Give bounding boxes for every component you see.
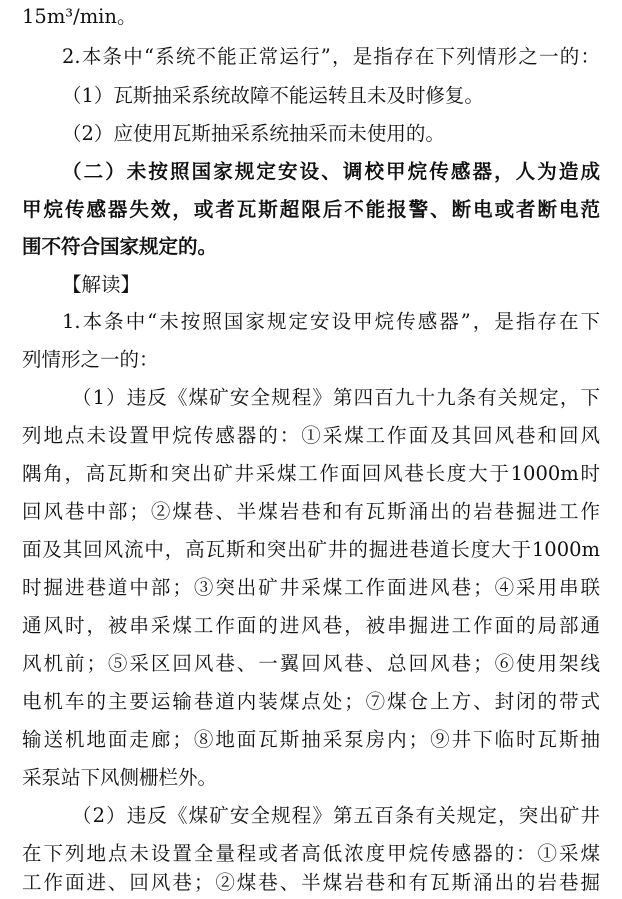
- text-line: （1）违反《煤矿安全规程》第四百九十九条有关规定，下: [72, 386, 600, 409]
- text-line: （2）应使用瓦斯抽采系统抽采而未使用的。: [62, 122, 445, 145]
- text-line: 15m³/min。: [22, 5, 137, 28]
- text-line: （1）瓦斯抽采系统故障不能运转且未及时修复。: [62, 84, 484, 107]
- text-line: 风机前；⑤采区回风巷、一翼回风巷、总回风巷；⑥使用架线: [22, 652, 600, 675]
- text-line: 采泵站下风侧栅栏外。: [22, 766, 218, 789]
- text-line: 电机车的主要运输巷道内装煤点处；⑦煤仓上方、封闭的带式: [22, 690, 600, 713]
- text-line: 回风巷中部；②煤巷、半煤岩巷和有瓦斯涌出的岩巷掘进工作: [22, 500, 600, 523]
- text-line: 工作面进、回风巷；②煤巷、半煤岩巷和有瓦斯涌出的岩巷掘: [22, 871, 600, 894]
- text-line: （2）违反《煤矿安全规程》第五百条有关规定，突出矿井: [72, 804, 600, 827]
- text-line: 输送机地面走廊；⑧地面瓦斯抽采泵房内；⑨井下临时瓦斯抽: [22, 728, 600, 751]
- text-line: 1.本条中“未按照国家规定安设甲烷传感器”，是指存在下: [62, 310, 600, 333]
- text-line: 面及其回风流中，高瓦斯和突出矿井的掘进巷道长度大于1000m: [22, 538, 600, 561]
- heading-line: 围不符合国家规定的。: [22, 235, 218, 258]
- heading-line: （二）未按照国家规定安设、调校甲烷传感器，人为造成: [62, 160, 600, 183]
- text-line: 列地点未设置甲烷传感器的：①采煤工作面及其回风巷和回风: [22, 424, 600, 447]
- text-line: 2.本条中“系统不能正常运行”，是指存在下列情形之一的：: [62, 45, 600, 68]
- text-line: 列情形之一的：: [22, 348, 159, 371]
- text-line: 时掘进巷道中部；③突出矿井采煤工作面进风巷；④采用串联: [22, 576, 600, 599]
- heading-line: 甲烷传感器失效，或者瓦斯超限后不能报警、断电或者断电范: [22, 198, 600, 221]
- text-line: 隅角，高瓦斯和突出矿井采煤工作面回风巷长度大于1000m时: [22, 462, 600, 485]
- text-line: 通风时，被串采煤工作面的进风巷，被串掘进工作面的局部通: [22, 614, 600, 637]
- text-line: 在下列地点未设置全量程或者高低浓度甲烷传感器的：①采煤: [22, 842, 600, 865]
- section-label: 【解读】: [62, 273, 141, 296]
